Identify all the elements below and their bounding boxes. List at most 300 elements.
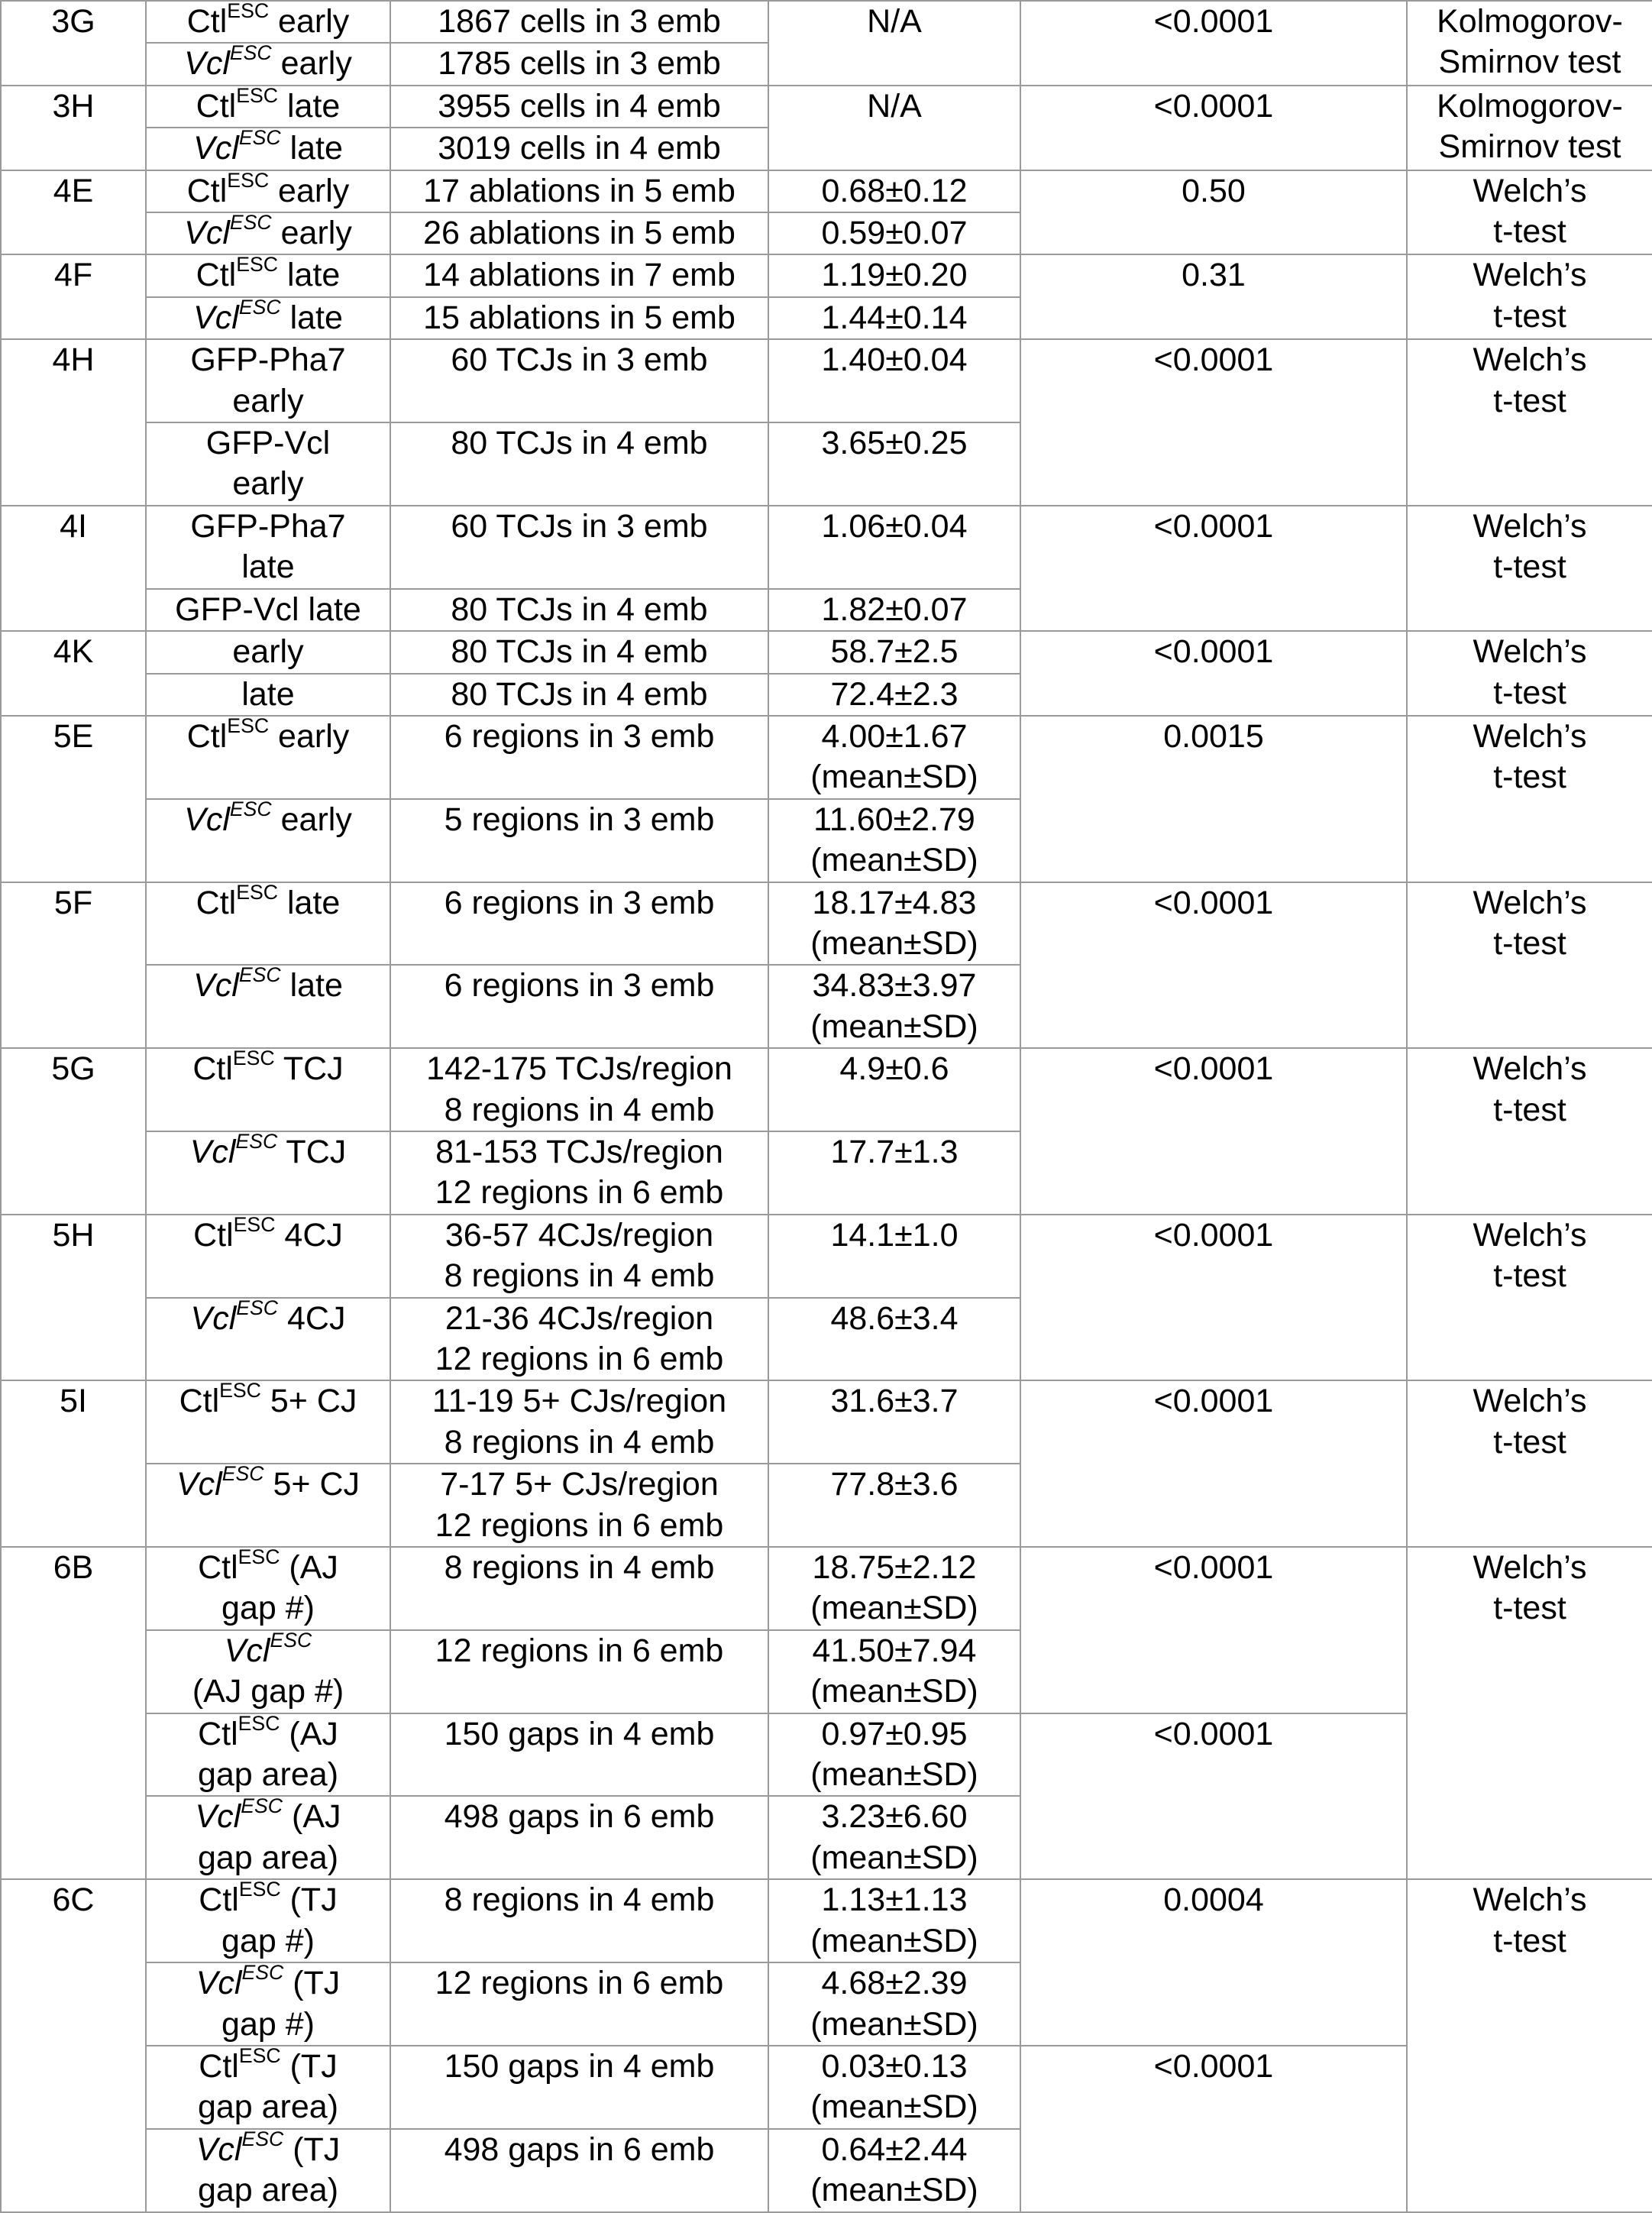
value-cell	[768, 422, 1020, 506]
figure-cell	[1, 1048, 146, 1215]
table-row	[1, 1215, 1652, 1298]
sample-size-cell	[390, 506, 768, 589]
value-cell	[768, 589, 1020, 631]
figure-label: 5E	[53, 717, 94, 755]
value-cell	[768, 1630, 1020, 1713]
test-text: Smirnov test	[1438, 128, 1621, 166]
genotype-superscript: ESC	[238, 128, 281, 150]
value-text: (mean±SD)	[810, 1839, 978, 1876]
figure-cell	[1, 86, 146, 170]
test-cell	[1407, 716, 1652, 882]
condition-name: Ctl	[179, 1383, 220, 1420]
condition-line	[148, 1588, 388, 1629]
value-cell	[768, 1, 1020, 86]
condition-name: gap #)	[221, 1922, 315, 1959]
table-row	[1, 506, 1652, 589]
figure-cell	[1, 506, 146, 631]
genotype-superscript: ESC	[229, 43, 272, 65]
condition-name: Ctl	[198, 1715, 238, 1752]
table-row	[1, 1380, 1652, 1464]
value-cell	[768, 1048, 1020, 1131]
condition-line	[148, 1838, 388, 1878]
table-row	[1, 1, 1652, 43]
condition-suffix: 5+ CJ	[263, 1466, 360, 1503]
value-cell	[768, 339, 1020, 422]
value-text: 4.68±2.39	[821, 1965, 968, 2002]
condition-cell	[146, 43, 390, 85]
test-text: Welch’s	[1473, 1050, 1587, 1088]
condition-cell	[146, 1713, 390, 1797]
p-value-text: 0.50	[1182, 172, 1246, 209]
test-cell	[1407, 339, 1652, 506]
sample-size-text: 8 regions in 4 emb	[444, 1257, 715, 1295]
test-text: t-test	[1493, 1590, 1566, 1627]
figure-cell	[1, 1380, 146, 1547]
value-cell	[768, 1713, 1020, 1797]
condition-suffix: late	[278, 257, 341, 294]
condition-line	[148, 717, 388, 757]
condition-line	[148, 128, 388, 169]
condition-name: Vcl	[195, 1798, 241, 1836]
value-text: 1.13±1.13	[821, 1881, 968, 1919]
value-text: 18.75±2.12	[812, 1549, 977, 1587]
condition-name: Vcl	[193, 967, 239, 1005]
value-cell	[768, 506, 1020, 589]
condition-line	[148, 2130, 388, 2170]
condition-suffix: 4CJ	[278, 1299, 346, 1337]
condition-name: Vcl	[189, 1133, 236, 1170]
condition-name: Vcl	[196, 2130, 242, 2168]
test-text: Welch’s	[1473, 1383, 1587, 1420]
p-value-cell	[1020, 86, 1407, 170]
condition-line	[148, 2004, 388, 2045]
condition-name: Ctl	[199, 1881, 239, 1919]
condition-line	[148, 171, 388, 212]
sample-size-cell	[390, 799, 768, 882]
sample-size-cell	[390, 339, 768, 422]
sample-size-text: 5 regions in 3 emb	[444, 801, 715, 838]
condition-name: Vcl	[184, 801, 230, 838]
sample-size-text: 150 gaps in 4 emb	[444, 1715, 715, 1752]
value-cell	[768, 1215, 1020, 1298]
genotype-superscript: ESC	[241, 2128, 284, 2150]
condition-line	[148, 423, 388, 464]
test-cell	[1407, 1547, 1652, 1879]
value-text: 0.03±0.13	[821, 2047, 968, 2085]
condition-line	[148, 883, 388, 924]
genotype-superscript: ESC	[241, 1962, 284, 1984]
condition-cell	[146, 716, 390, 799]
test-text: Kolmogorov-	[1437, 3, 1623, 40]
value-text: 3.65±0.25	[821, 425, 968, 462]
genotype-superscript: ESC	[236, 85, 279, 107]
value-text: 0.97±0.95	[821, 1715, 968, 1752]
sample-size-text: 80 TCJs in 4 emb	[451, 590, 708, 628]
condition-name: Vcl	[184, 215, 230, 252]
genotype-superscript: ESC	[236, 254, 279, 277]
condition-name: Ctl	[186, 172, 228, 209]
condition-cell	[146, 1547, 390, 1630]
sample-size-cell	[390, 674, 768, 716]
condition-line	[148, 2087, 388, 2127]
figure-label: 5F	[53, 884, 93, 921]
sample-size-cell	[390, 170, 768, 212]
condition-name: late	[241, 675, 295, 713]
sample-size-text: 12 regions in 6 emb	[435, 1341, 724, 1377]
condition-line	[148, 2046, 388, 2087]
test-cell	[1407, 86, 1652, 170]
figure-label: 4H	[52, 341, 95, 379]
sample-size-text: 3019 cells in 4 emb	[438, 130, 721, 167]
sample-size-cell	[390, 43, 768, 85]
sample-size-cell	[390, 1380, 768, 1464]
p-value-text: <0.0001	[1153, 341, 1274, 379]
p-value-text: 0.0015	[1163, 717, 1264, 755]
figure-cell	[1, 631, 146, 716]
condition-name: Ctl	[192, 1050, 233, 1088]
sample-size-text: 12 regions in 6 emb	[435, 1506, 724, 1544]
sample-size-text: 6 regions in 3 emb	[444, 967, 715, 1005]
figure-label: 4K	[53, 633, 94, 671]
figure-label: 5G	[51, 1050, 95, 1088]
p-value-cell	[1020, 1713, 1407, 1880]
sample-size-text: 142-175 TCJs/region	[426, 1050, 732, 1088]
sample-size-cell	[390, 1547, 768, 1630]
value-cell	[768, 1547, 1020, 1630]
genotype-superscript: ESC	[238, 2045, 281, 2067]
value-cell	[768, 1298, 1020, 1381]
test-text: t-test	[1493, 674, 1566, 711]
sample-size-text: 81-153 TCJs/region	[435, 1133, 723, 1170]
sample-size-cell	[390, 1048, 768, 1131]
sample-size-cell	[390, 86, 768, 128]
value-text: (mean±SD)	[810, 1590, 978, 1627]
value-text: (mean±SD)	[810, 1673, 978, 1710]
condition-line	[148, 1714, 388, 1755]
sample-size-text: 15 ablations in 5 emb	[423, 299, 735, 336]
value-text: 3.23±6.60	[821, 1798, 968, 1836]
condition-line	[148, 1381, 388, 1422]
value-text: 14.1±1.0	[830, 1216, 959, 1254]
condition-cell	[146, 965, 390, 1048]
condition-name: Ctl	[196, 87, 237, 125]
condition-cell	[146, 631, 390, 673]
figure-label: 4I	[60, 507, 87, 545]
value-text: 4.9±0.6	[839, 1050, 949, 1088]
condition-line	[148, 1299, 388, 1339]
value-text: (mean±SD)	[810, 924, 978, 962]
value-text: N/A	[867, 87, 922, 125]
sample-size-text: 26 ablations in 5 emb	[423, 215, 735, 252]
test-cell	[1407, 882, 1652, 1049]
sample-size-cell	[390, 1, 768, 43]
genotype-superscript: ESC	[236, 1297, 279, 1319]
sample-size-cell	[390, 1630, 768, 1713]
table-row	[1, 882, 1652, 966]
condition-name: gap #)	[221, 1590, 315, 1627]
condition-suffix: 4CJ	[275, 1216, 343, 1254]
genotype-superscript: ESC	[229, 212, 272, 234]
condition-suffix: (TJ	[280, 2047, 338, 2085]
genotype-superscript: ESC	[238, 1713, 280, 1735]
p-value-cell	[1020, 1879, 1407, 2046]
sample-size-cell	[390, 716, 768, 799]
condition-line	[148, 1797, 388, 1837]
p-value-cell	[1020, 1048, 1407, 1215]
condition-line	[148, 675, 388, 715]
condition-cell	[146, 674, 390, 716]
condition-name: GFP-Vcl	[205, 425, 331, 462]
condition-cell	[146, 1630, 390, 1713]
condition-cell	[146, 86, 390, 128]
value-cell	[768, 170, 1020, 212]
condition-suffix: (TJ	[283, 2130, 341, 2168]
sample-size-text: 498 gaps in 6 emb	[444, 1798, 715, 1836]
condition-name: late	[241, 548, 295, 586]
figure-cell	[1, 170, 146, 255]
figure-cell	[1, 1215, 146, 1381]
condition-cell	[146, 506, 390, 589]
p-value-text: <0.0001	[1153, 1050, 1274, 1088]
condition-line	[148, 2, 388, 42]
sample-size-text: 8 regions in 4 emb	[444, 1091, 715, 1128]
sample-size-text: 150 gaps in 4 emb	[444, 2047, 715, 2085]
figure-label: 5H	[52, 1216, 95, 1254]
sample-size-cell	[390, 1215, 768, 1298]
test-cell	[1407, 1380, 1652, 1547]
genotype-superscript: ESC	[233, 1214, 276, 1236]
value-cell	[768, 674, 1020, 716]
condition-name: Vcl	[190, 1299, 237, 1337]
genotype-superscript: ESC	[241, 1796, 283, 1818]
test-text: t-test	[1493, 759, 1566, 796]
value-text: N/A	[867, 3, 922, 40]
value-text: (mean±SD)	[810, 759, 978, 796]
condition-line	[148, 966, 388, 1006]
condition-line	[148, 506, 388, 547]
condition-line	[148, 632, 388, 672]
value-cell	[768, 1131, 1020, 1215]
condition-name: Ctl	[193, 1216, 234, 1254]
condition-name: gap area)	[197, 2088, 339, 2126]
test-text: Kolmogorov-	[1437, 87, 1623, 125]
sample-size-cell	[390, 589, 768, 631]
condition-line	[148, 86, 388, 127]
sample-size-cell	[390, 965, 768, 1048]
value-text: 41.50±7.94	[812, 1632, 977, 1669]
sample-size-cell	[390, 1879, 768, 1962]
table-row	[1, 170, 1652, 212]
condition-line	[148, 1755, 388, 1795]
value-text: (mean±SD)	[810, 1008, 978, 1045]
test-text: Smirnov test	[1438, 44, 1621, 81]
condition-suffix: (AJ	[283, 1798, 341, 1836]
p-value-cell	[1020, 170, 1407, 255]
sample-size-text: 8 regions in 4 emb	[444, 1423, 715, 1461]
value-text: 1.44±0.14	[821, 299, 968, 336]
genotype-superscript: ESC	[232, 1048, 275, 1069]
figure-cell	[1, 882, 146, 1049]
value-text: 58.7±2.5	[830, 633, 959, 671]
value-text: 72.4±2.3	[830, 675, 959, 713]
genotype-superscript: ESC	[235, 1131, 278, 1153]
test-cell	[1407, 506, 1652, 631]
condition-name: GFP-Pha7	[190, 341, 346, 379]
test-cell	[1407, 1, 1652, 86]
p-value-cell	[1020, 1215, 1407, 1381]
table-row	[1, 1048, 1652, 1131]
sample-size-text: 8 regions in 4 emb	[444, 1881, 715, 1919]
condition-line	[148, 590, 388, 630]
test-cell	[1407, 1048, 1652, 1215]
statistics-table-body	[1, 1, 1652, 2212]
condition-cell	[146, 1380, 390, 1464]
condition-line	[148, 1921, 388, 1962]
condition-suffix: TCJ	[274, 1050, 344, 1088]
condition-line	[148, 547, 388, 587]
p-value-text: <0.0001	[1153, 1216, 1274, 1254]
condition-suffix: late	[280, 967, 343, 1005]
test-text: t-test	[1493, 548, 1566, 586]
table-row	[1, 1879, 1652, 1962]
value-text: 1.06±0.04	[821, 507, 968, 545]
genotype-superscript: ESC	[229, 798, 272, 820]
sample-size-cell	[390, 882, 768, 966]
genotype-superscript: ESC	[270, 1629, 312, 1652]
condition-cell	[146, 128, 390, 170]
condition-suffix: 5+ CJ	[260, 1383, 357, 1420]
value-text: 48.6±3.4	[830, 1299, 959, 1337]
figure-label: 3G	[51, 3, 95, 40]
genotype-superscript: ESC	[227, 1, 270, 22]
condition-suffix: late	[280, 130, 343, 167]
figure-cell	[1, 254, 146, 339]
condition-cell	[146, 339, 390, 422]
sample-size-cell	[390, 1298, 768, 1381]
table-row	[1, 254, 1652, 296]
value-text: (mean±SD)	[810, 2172, 978, 2209]
value-cell	[768, 1796, 1020, 1879]
sample-size-cell	[390, 422, 768, 506]
condition-suffix: early	[269, 717, 350, 755]
condition-cell	[146, 2129, 390, 2212]
condition-line	[148, 340, 388, 380]
value-cell	[768, 882, 1020, 966]
p-value-cell	[1020, 631, 1407, 716]
value-cell	[768, 965, 1020, 1048]
condition-cell	[146, 254, 390, 296]
value-text: (mean±SD)	[810, 2088, 978, 2126]
condition-cell	[146, 799, 390, 882]
sample-size-cell	[390, 1962, 768, 2046]
condition-cell	[146, 2046, 390, 2129]
sample-size-text: 80 TCJs in 4 emb	[451, 675, 708, 713]
value-text: 4.00±1.67	[821, 717, 968, 755]
sample-size-cell	[390, 128, 768, 170]
figure-cell	[1, 1879, 146, 2211]
genotype-superscript: ESC	[219, 1380, 261, 1403]
sample-size-text: 80 TCJs in 4 emb	[451, 633, 708, 671]
condition-cell	[146, 1962, 390, 2046]
figure-label: 6B	[53, 1549, 94, 1587]
figure-label: 4F	[53, 257, 93, 294]
value-text: 0.59±0.07	[821, 215, 968, 252]
test-text: t-test	[1493, 1091, 1566, 1128]
condition-name: GFP-Pha7	[190, 507, 346, 545]
value-text: 1.19±0.20	[821, 257, 968, 294]
p-value-cell	[1020, 716, 1407, 882]
sample-size-text: 12 regions in 6 emb	[435, 1965, 724, 2002]
value-cell	[768, 1380, 1020, 1464]
value-cell	[768, 86, 1020, 170]
figure-cell	[1, 339, 146, 506]
test-text: Welch’s	[1473, 341, 1587, 379]
value-cell	[768, 2046, 1020, 2129]
condition-cell	[146, 1879, 390, 1962]
condition-name: early	[232, 465, 304, 503]
test-text: t-test	[1493, 924, 1566, 962]
test-text: Welch’s	[1473, 884, 1587, 921]
sample-size-text: 17 ablations in 5 emb	[423, 172, 735, 209]
condition-cell	[146, 882, 390, 966]
table-row	[1, 86, 1652, 128]
test-text: Welch’s	[1473, 1549, 1587, 1587]
p-value-cell	[1020, 506, 1407, 631]
value-text: (mean±SD)	[810, 1922, 978, 1959]
condition-suffix: early	[271, 45, 352, 83]
condition-name: Vcl	[193, 130, 239, 167]
p-value-text: <0.0001	[1153, 884, 1274, 921]
sample-size-cell	[390, 1464, 768, 1547]
p-value-cell	[1020, 2046, 1407, 2212]
table-row	[1, 631, 1652, 673]
condition-name: gap area)	[197, 1756, 339, 1794]
figure-cell	[1, 716, 146, 882]
condition-line	[148, 44, 388, 84]
condition-suffix: early	[271, 801, 352, 838]
condition-cell	[146, 1796, 390, 1879]
value-text: 31.6±3.7	[830, 1383, 959, 1420]
condition-cell	[146, 1, 390, 43]
value-cell	[768, 297, 1020, 339]
condition-line	[148, 800, 388, 840]
condition-line	[148, 1049, 388, 1089]
condition-line	[148, 1548, 388, 1588]
value-text: 0.68±0.12	[821, 172, 968, 209]
condition-suffix: (TJ	[280, 1881, 338, 1919]
test-text: Welch’s	[1473, 257, 1587, 294]
value-text: 1.82±0.07	[821, 590, 968, 628]
sample-size-text: 60 TCJs in 3 emb	[451, 507, 708, 545]
sample-size-cell	[390, 1131, 768, 1215]
value-cell	[768, 254, 1020, 296]
sample-size-text: 11-19 5+ CJs/region	[432, 1383, 727, 1420]
condition-suffix: (AJ	[280, 1715, 338, 1752]
p-value-cell	[1020, 882, 1407, 1049]
sample-size-text: 3955 cells in 4 emb	[438, 87, 721, 125]
value-cell	[768, 716, 1020, 799]
value-text: (mean±SD)	[810, 842, 978, 879]
test-text: Welch’s	[1473, 633, 1587, 671]
sample-size-text: 1867 cells in 3 emb	[438, 3, 721, 40]
condition-suffix: TCJ	[277, 1133, 347, 1170]
sample-size-cell	[390, 2129, 768, 2212]
genotype-superscript: ESC	[221, 1464, 264, 1486]
sample-size-cell	[390, 631, 768, 673]
value-cell	[768, 2129, 1020, 2212]
condition-line	[148, 1671, 388, 1712]
test-text: Welch’s	[1473, 717, 1587, 755]
